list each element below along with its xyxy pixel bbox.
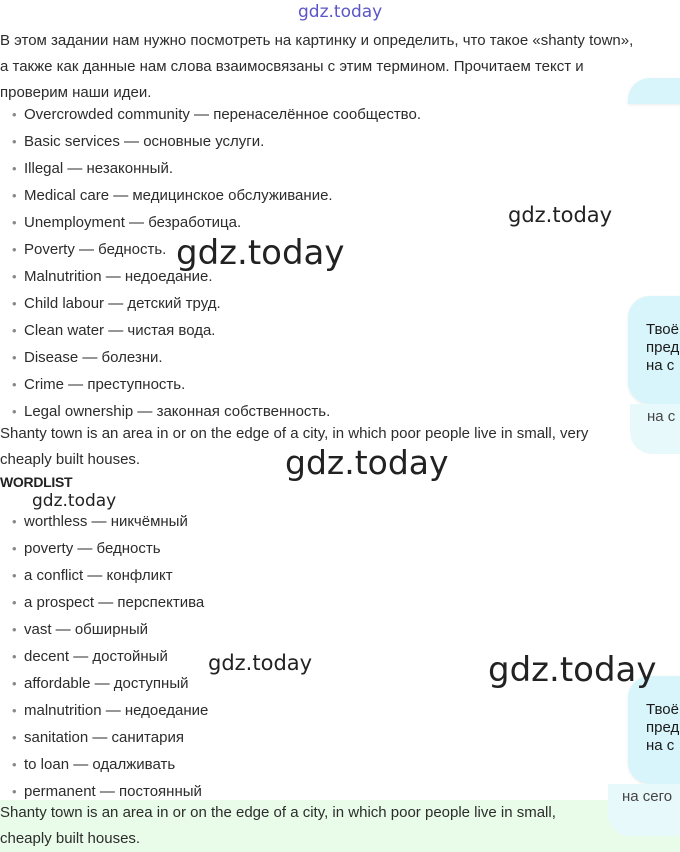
watermark: gdz.today: [176, 233, 345, 273]
watermark: gdz.today: [208, 651, 313, 675]
list-item: • poverty — бедность: [10, 535, 208, 562]
list-item: • Basic services — основные услуги.: [10, 128, 421, 155]
list-item: • Disease — болезни.: [10, 344, 421, 371]
list-item: • Poverty — бедность.: [10, 236, 421, 263]
wordlist-heading: WORDLIST: [0, 474, 73, 490]
list-item: • Unemployment — безработица.: [10, 209, 421, 236]
list-item: • sanitation — санитария: [10, 724, 208, 751]
chat-bubble-middle-tail-text: на с: [647, 408, 676, 425]
chat-bubble-top[interactable]: [628, 78, 680, 104]
list-item: • Overcrowded community — перенаселённое сообщество.: [10, 101, 421, 128]
list-item: • Child labour — детский труд.: [10, 290, 421, 317]
highlighted-definition: [0, 800, 680, 852]
watermark: gdz.today: [488, 650, 657, 690]
list-item: • permanent — постоянный: [10, 778, 208, 805]
chat-bubble-middle-tail: [630, 404, 680, 454]
watermark: gdz.today: [285, 443, 449, 482]
list-item: • a prospect — перспектива: [10, 589, 208, 616]
list-item: • a conflict — конфликт: [10, 562, 208, 589]
chat-bubble-bottom-tail-text: на сего: [622, 788, 673, 805]
list-item: • Clean water — чистая вода.: [10, 317, 421, 344]
list-item: • worthless — никчёмный: [10, 508, 208, 535]
watermark-top: gdz.today: [298, 2, 383, 22]
list-item: • Illegal — незаконный.: [10, 155, 421, 182]
wordlist: [10, 508, 208, 805]
list-item: • Legal ownership — законная собственность.: [10, 398, 421, 425]
chat-bubble-bottom-tail: [608, 784, 680, 836]
chat-bubble-middle-text: Твоё пред на с: [646, 321, 680, 374]
watermark: gdz.today: [32, 491, 117, 511]
list-item: • to loan — одалживать: [10, 751, 208, 778]
watermark: gdz.today: [508, 203, 613, 227]
list-item: • Crime — преступность.: [10, 371, 421, 398]
list-item: • Malnutrition — недоедание.: [10, 263, 421, 290]
list-item: • vast — обширный: [10, 616, 208, 643]
definition-text: Shanty town is an area in or on the edge of a city, in which poor people live in small, very cheaply built houses.: [0, 425, 589, 468]
chat-bubble-bottom-text: Твоё пред на с: [646, 701, 680, 754]
list-item: • malnutrition — недоедание: [10, 697, 208, 724]
chat-bubble-bottom[interactable]: [628, 676, 680, 784]
intro-paragraph: В этом задании нам нужно посмотреть на картинку и определить, что такое «shanty town», а также как данные нам слова взаимосвязаны с этим термином. Прочитаем текст и проверим наши идеи.: [0, 32, 634, 101]
list-item: • decent — достойный: [10, 643, 208, 670]
list-item: • Medical care — медицинское обслуживание.: [10, 182, 421, 209]
chat-bubble-middle[interactable]: [628, 296, 680, 404]
highlighted-definition-text: Shanty town is an area in or on the edge of a city, in which poor people live in small, cheaply built houses.: [0, 804, 556, 847]
list-item: • affordable — доступный: [10, 670, 208, 697]
